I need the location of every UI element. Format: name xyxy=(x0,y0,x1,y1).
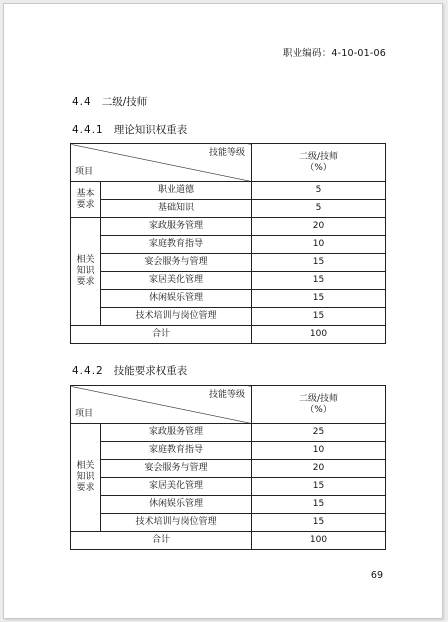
item-cell: 家政服务管理 xyxy=(101,424,252,442)
table1-level-header xyxy=(252,144,386,182)
table1-body xyxy=(71,144,386,344)
table-row xyxy=(71,424,386,442)
table-row xyxy=(71,514,386,532)
item-cell: 家庭教育指导 xyxy=(101,442,252,460)
category-label: 要求 xyxy=(76,482,95,493)
theory-knowledge-weight-table xyxy=(70,143,386,344)
item-cell: 基础知识 xyxy=(101,200,252,218)
table1-heading xyxy=(72,122,187,137)
category-label: 基本 xyxy=(76,188,95,199)
weight-cell: 10 xyxy=(252,442,386,460)
table-row xyxy=(71,496,386,514)
item-cell: 家居美化管理 xyxy=(101,478,252,496)
table1-title: 理论知识权重表 xyxy=(113,124,188,136)
table-row xyxy=(71,272,386,290)
section-heading xyxy=(72,94,147,109)
category-label: 知识 xyxy=(76,266,95,277)
category-label: 相关 xyxy=(76,255,95,266)
table-row xyxy=(71,478,386,496)
category-label: 相关 xyxy=(76,461,95,472)
total-label: 合计 xyxy=(71,326,252,344)
table-row xyxy=(71,182,386,200)
section-title: 二级/技师 xyxy=(101,96,148,108)
skill-requirement-weight-table xyxy=(70,385,386,550)
section-number: 4.4 xyxy=(72,96,92,108)
total-row xyxy=(71,326,386,344)
item-cell: 家庭教育指导 xyxy=(101,236,252,254)
weight-cell: 25 xyxy=(252,424,386,442)
table-row xyxy=(71,308,386,326)
table-row xyxy=(71,236,386,254)
weight-cell: 15 xyxy=(252,308,386,326)
item-cell: 宴会服务与管理 xyxy=(101,460,252,478)
item-cell: 家居美化管理 xyxy=(101,272,252,290)
weight-cell: 15 xyxy=(252,478,386,496)
table2-level-line2: （%） xyxy=(305,404,332,415)
table2-heading xyxy=(72,363,187,378)
table1-number: 4.4.1 xyxy=(72,124,104,136)
category-cell xyxy=(71,424,101,532)
total-value: 100 xyxy=(252,532,386,550)
item-cell: 休闲娱乐管理 xyxy=(101,290,252,308)
item-cell: 休闲娱乐管理 xyxy=(101,496,252,514)
table-row xyxy=(71,218,386,236)
table-row xyxy=(71,290,386,308)
total-value: 100 xyxy=(252,326,386,344)
table2-corner-top: 技能等级 xyxy=(208,390,245,400)
total-row xyxy=(71,532,386,550)
table-row xyxy=(71,442,386,460)
table2-level-header xyxy=(252,386,386,424)
table2-corner-cell xyxy=(71,386,252,424)
weight-cell: 20 xyxy=(252,460,386,478)
weight-cell: 15 xyxy=(252,272,386,290)
weight-cell: 15 xyxy=(252,514,386,532)
weight-cell: 15 xyxy=(252,496,386,514)
weight-cell: 15 xyxy=(252,254,386,272)
table2-title: 技能要求权重表 xyxy=(113,365,188,377)
table-row xyxy=(71,254,386,272)
table1-corner-top: 技能等级 xyxy=(208,148,245,158)
category-label: 要求 xyxy=(76,199,95,210)
table2-number: 4.4.2 xyxy=(72,365,104,377)
table1-corner-bottom: 项目 xyxy=(75,166,94,177)
category-label: 知识 xyxy=(76,472,95,483)
table-row xyxy=(71,200,386,218)
table-row xyxy=(71,460,386,478)
item-cell: 家政服务管理 xyxy=(101,218,252,236)
table1-level-line2: （%） xyxy=(305,162,332,173)
category-cell xyxy=(71,218,101,326)
weight-cell: 5 xyxy=(252,200,386,218)
page-number: 69 xyxy=(370,570,383,581)
item-cell: 宴会服务与管理 xyxy=(101,254,252,272)
weight-cell: 20 xyxy=(252,218,386,236)
item-cell: 职业道德 xyxy=(101,182,252,200)
weight-cell: 10 xyxy=(252,236,386,254)
item-cell: 技术培训与岗位管理 xyxy=(101,514,252,532)
table1-corner-cell xyxy=(71,144,252,182)
table1-level-line1: 二级/技师 xyxy=(298,152,339,163)
weight-cell: 15 xyxy=(252,290,386,308)
table2-level-line1: 二级/技师 xyxy=(298,394,339,405)
occupation-code: 职业编码：4-10-01-06 xyxy=(282,48,386,59)
table2-corner-bottom: 项目 xyxy=(75,408,94,419)
table2-body xyxy=(71,386,386,550)
category-label: 要求 xyxy=(76,276,95,287)
document-page xyxy=(3,3,443,619)
category-cell xyxy=(71,182,101,218)
total-label: 合计 xyxy=(71,532,252,550)
item-cell: 技术培训与岗位管理 xyxy=(101,308,252,326)
weight-cell: 5 xyxy=(252,182,386,200)
